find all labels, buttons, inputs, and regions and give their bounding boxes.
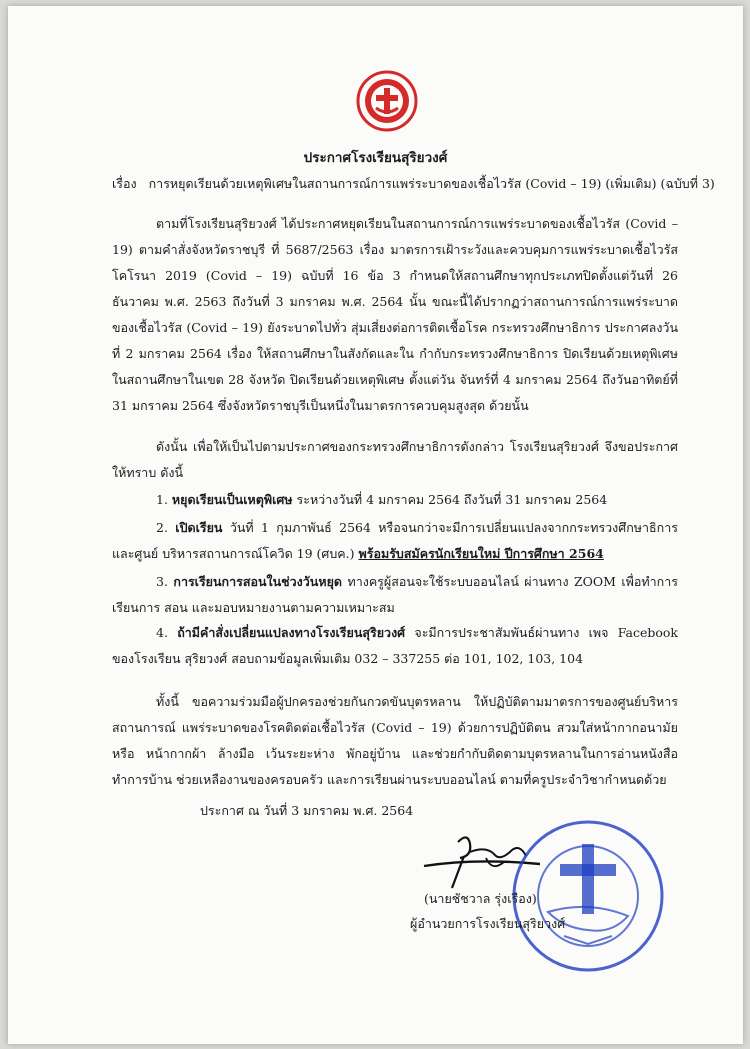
list-item-1 [112,487,678,513]
list-item-2 [112,515,678,567]
signer-position: ผู้อำนวยการโรงเรียนสุริยวงศ์ [410,916,566,931]
item-heading: เปิดเรียน [175,520,223,535]
item-number: 3. [156,574,168,589]
signer-name: (นายชัชวาล รุ่งเรือง) [424,891,537,906]
paragraph-request: ทั้งนี้ ขอความร่วมมือผู้ปกครองช่วยกันกวดขันบุตรหลาน ให้ปฏิบัติตามมาตรการของศูนย์บริหารสถานการณ์ แพร่ระบาดของโรคติดต่อเชื้อไวรัส (Covid – 19) ด้วยการปฏิบัติตน สวมใส่หน้ากากอนามัย หรือ หน้ากากผ้า ล้างมือ เว้นระยะห่าง พักอยู่บ้าน และช่วยกำกับติดตามบุตรหลานในการอ่านหนังสือ ทำการบ้าน ช่วยเหลืองานของครอบครัว และการเรียนผ่านระบบออนไลน์ ตามที่ครูประจำวิชากำหนดด้วย [112,694,678,787]
item-highlight: พร้อมรับสมัครนักเรียนใหม่ ปีการศึกษา 2564 [358,546,604,561]
item-heading: หยุดเรียนเป็นเหตุพิเศษ [171,492,293,507]
subject-text: การหยุดเรียนด้วยเหตุพิเศษในสถานการณ์การแพร่ระบาดของเชื้อไวรัส (Covid – 19) (เพิ่มเติม) (ฉบับที่ 3) [148,176,715,191]
subject-line [112,174,715,194]
item-heading: การเรียนการสอนในช่วงวันหยุด [173,574,343,589]
item-number: 4. [156,625,168,640]
document-page [8,6,743,1044]
announcement-title: ประกาศโรงเรียนสุริยวงศ์ [303,150,448,166]
item-text: ระหว่างวันที่ 4 มกราคม 2564 ถึงวันที่ 31 มกราคม 2564 [296,492,608,507]
item-number: 2. [156,520,168,535]
item-heading: ถ้ามีคำสั่งเปลี่ยนแปลงทางโรงเรียนสุริยวงศ์ [177,625,406,640]
paragraph-intro: ตามที่โรงเรียนสุริยวงศ์ ได้ประกาศหยุดเรียนในสถานการณ์การแพร่ระบาดของเชื้อไวรัส (Covid – 19) ตามคำสั่งจังหวัดราชบุรี ที่ 5687/2563 เรื่อง มาตรการเฝ้าระวังและควบคุมการแพร่ระบาดเชื้อไวรัสโคโรนา 2019 (Covid – 19) ฉบับที่ 16 ข้อ 3 กำหนดให้สถานศึกษาทุกประเภทปิดตั้งแต่วันที่ 26 ธันวาคม พ.ศ. 2563 ถึงวันที่ 3 มกราคม พ.ศ. 2564 นั้น ขณะนี้ได้ปรากฏว่าสถานการณ์การแพร่ระบาดของเชื้อไวรัส (Covid – 19) ยังระบาดไปทั่ว สุ่มเสี่ยงต่อการติดเชื้อโรค กระทรวงศึกษาธิการ ประกาศลงวันที่ 2 มกราคม 2564 เรื่อง ให้สถานศึกษาในสังกัดและใน กำกับกระทรวงศึกษาธิการ ปิดเรียนด้วยเหตุพิเศษ ในสถานศึกษาในเขต 28 จังหวัด ปิดเรียนด้วยเหตุพิเศษ ตั้งแต่วัน จันทร์ที่ 4 มกราคม 2564 ถึงวันอาทิตย์ที่ 31 มกราคม 2564 ซึ่งจังหวัดราชบุรีเป็นหนึ่งในมาตรการควบคุมสูงสุด ด้วยนั้น [112,216,678,413]
item-text: จะมีการประชาสัมพันธ์ผ่านทาง เพจ Facebook ของโรงเรียน สุริยวงศ์ สอบถามข้อมูลเพิ่มเติม 032 – 337255 ต่อ 101, 102, 103, 104 [112,625,678,666]
item-text: วันที่ 1 กุมภาพันธ์ 2564 หรือจนกว่าจะมีการเปลี่ยนแปลงจากกระทรวงศึกษาธิการ และศูนย์ บริหารสถานการณ์โควิด 19 (ศบค.) [112,520,678,561]
subject-label: เรื่อง [112,176,137,191]
list-item-4 [112,620,678,672]
item-text: ทางครูผู้สอนจะใช้ระบบออนไลน์ ผ่านทาง ZOOM เพื่อทำการเรียนการ สอน และมอบหมายงานตามความเหมาะสม [112,574,678,615]
list-item-3 [112,569,678,621]
paragraph-announcement: ดังนั้น เพื่อให้เป็นไปตามประกาศของกระทรวงศึกษาธิการดังกล่าว โรงเรียนสุริยวงศ์ จึงขอประกาศให้ทราบ ดังนี้ [112,439,678,480]
date-line: ประกาศ ณ วันที่ 3 มกราคม พ.ศ. 2564 [200,803,414,818]
item-number: 1. [156,492,168,507]
school-logo-icon [356,70,418,132]
